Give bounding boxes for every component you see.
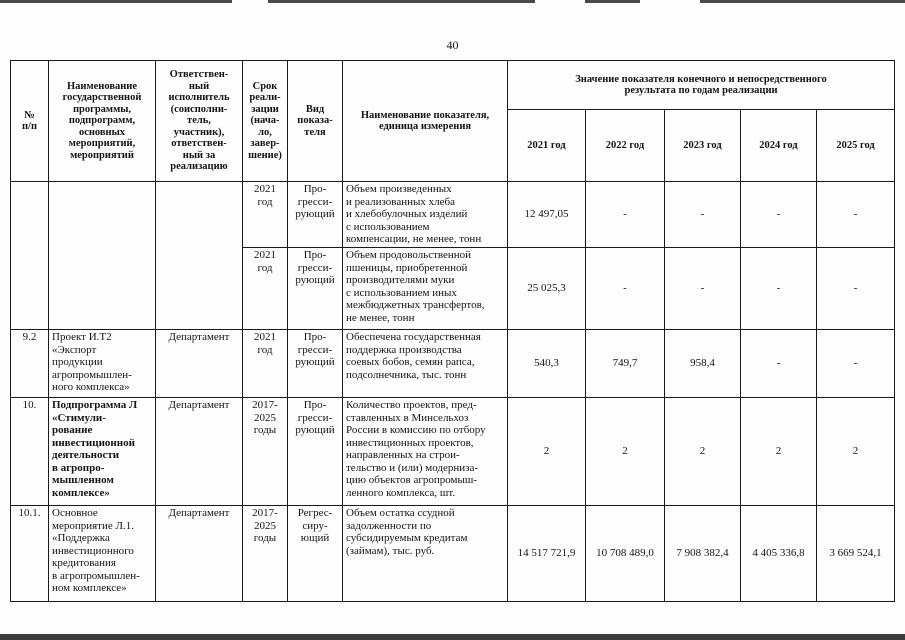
row-value: 3 669 524,1 — [817, 506, 895, 602]
row-value: - — [817, 330, 895, 398]
row-type: Про- гресси- рующий — [288, 182, 343, 248]
row-value: 7 908 382,4 — [665, 506, 741, 602]
row-value: 2 — [508, 398, 586, 506]
row-indicator: Количество проектов, пред- ставленных в Минсельхоз России в комиссию по отбору инвестиционных проектов, направленных на строи- тельство и (или) модерниза- цию объектов агропромыш- ленного комплекса, шт. — [343, 398, 508, 506]
row-value: 540,3 — [508, 330, 586, 398]
table-row — [11, 506, 895, 602]
header-year: 2024 год — [741, 110, 817, 182]
row-value: - — [586, 248, 665, 330]
row-indicator: Обеспечена государственная поддержка производства соевых бобов, семян рапса, подсолнечника, тыс. тонн — [343, 330, 508, 398]
row-type: Про- гресси- рующий — [288, 248, 343, 330]
row-value: 749,7 — [586, 330, 665, 398]
row-indicator: Объем произведенных и реализованных хлеба и хлебобулочных изделий с использованием компенсации, не менее, тонн — [343, 182, 508, 248]
row-value: - — [741, 248, 817, 330]
row-num: 10.1. — [11, 506, 49, 602]
header-values-group: Значение показателя конечного и непосредственного результата по годам реализации — [508, 61, 895, 110]
row-value: - — [665, 182, 741, 248]
row-program — [49, 248, 156, 330]
top-scan-border — [0, 0, 905, 3]
row-value: 4 405 336,8 — [741, 506, 817, 602]
row-type: Про- гресси- рующий — [288, 330, 343, 398]
row-responsible: Департамент — [156, 506, 243, 602]
row-value: - — [817, 182, 895, 248]
row-value: 12 497,05 — [508, 182, 586, 248]
table-row — [11, 248, 895, 330]
row-value: 2 — [665, 398, 741, 506]
row-num — [11, 182, 49, 248]
row-value: 2 — [586, 398, 665, 506]
row-value: 14 517 721,9 — [508, 506, 586, 602]
row-program — [49, 182, 156, 248]
row-responsible — [156, 248, 243, 330]
row-period: 2021 год — [243, 182, 288, 248]
row-program: Подпрограмма Л «Стимули- рование инвестиционной деятельности в агропро- мышленном комплексе» — [49, 398, 156, 506]
indicators-table — [10, 60, 895, 602]
header-responsible: Ответствен- ный исполнитель (соисполни- тель, участник), ответствен- ный за реализацию — [156, 61, 243, 182]
row-value: - — [586, 182, 665, 248]
row-num: 10. — [11, 398, 49, 506]
row-value: 2 — [817, 398, 895, 506]
row-period: 2017- 2025 годы — [243, 398, 288, 506]
row-period: 2017- 2025 годы — [243, 506, 288, 602]
row-value: - — [741, 182, 817, 248]
row-num — [11, 248, 49, 330]
table-row — [11, 182, 895, 248]
row-period: 2021 год — [243, 330, 288, 398]
table-row — [11, 330, 895, 398]
header-year: 2021 год — [508, 110, 586, 182]
header-year: 2022 год — [586, 110, 665, 182]
page-number: 40 — [446, 38, 459, 52]
row-value: 958,4 — [665, 330, 741, 398]
row-indicator: Объем остатка ссудной задолженности по субсидируемым кредитам (займам), тыс. руб. — [343, 506, 508, 602]
row-value: 2 — [741, 398, 817, 506]
row-responsible: Департамент — [156, 398, 243, 506]
header-year: 2023 год — [665, 110, 741, 182]
row-indicator: Объем продовольственной пшеницы, приобретенной производителями муки с использованием иных межбюджетных трансфертов, не менее, тонн — [343, 248, 508, 330]
row-program: Основное мероприятие Л.1. «Поддержка инвестиционного кредитования в агропромышлен- ном комплексе» — [49, 506, 156, 602]
header-period: Срок реали- зации (нача- ло, завер- шение) — [243, 61, 288, 182]
header-indicator-name: Наименование показателя, единица измерения — [343, 61, 508, 182]
bottom-scan-border — [0, 634, 905, 640]
row-program: Проект И.Т2 «Экспорт продукции агропромышлен- ного комплекса» — [49, 330, 156, 398]
header-year: 2025 год — [817, 110, 895, 182]
table-row — [11, 398, 895, 506]
row-type: Про- гресси- рующий — [288, 398, 343, 506]
row-value: 10 708 489,0 — [586, 506, 665, 602]
row-responsible: Департамент — [156, 330, 243, 398]
row-value: - — [741, 330, 817, 398]
row-value: - — [817, 248, 895, 330]
header-num: № п/п — [11, 61, 49, 182]
row-type: Регрес- сиру- ющий — [288, 506, 343, 602]
header-indicator-type: Вид показа- теля — [288, 61, 343, 182]
row-value: - — [665, 248, 741, 330]
header-program: Наименование государственной программы, подпрограмм, основных мероприятий, мероприятий — [49, 61, 156, 182]
row-responsible — [156, 182, 243, 248]
row-value: 25 025,3 — [508, 248, 586, 330]
row-period: 2021 год — [243, 248, 288, 330]
row-num: 9.2 — [11, 330, 49, 398]
